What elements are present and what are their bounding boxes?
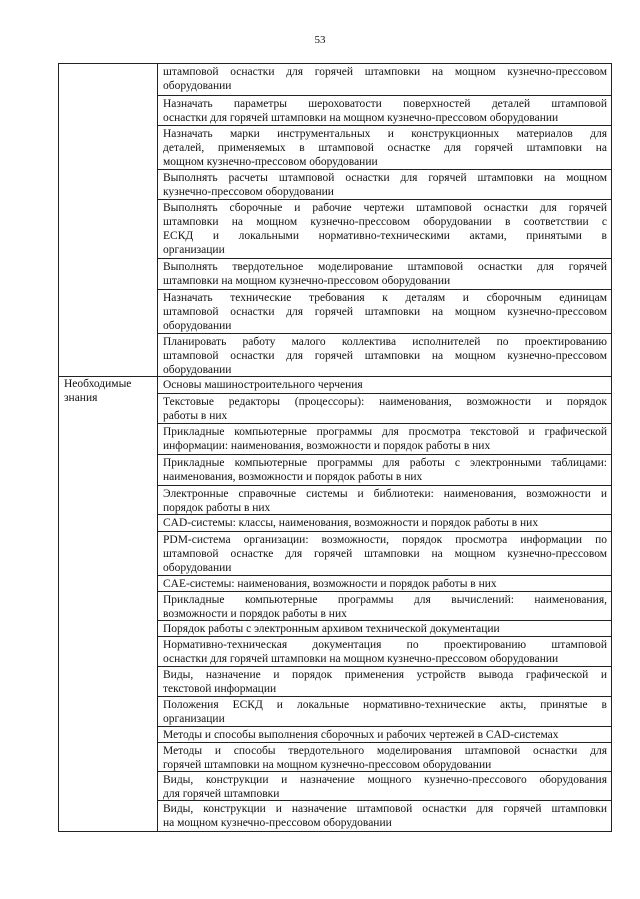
text-line: организации: [163, 713, 225, 725]
text-line: наименования, возможности и порядок работы в них: [163, 471, 423, 483]
text-line: Назначать параметры шероховатости поверхностей деталей штамповой: [163, 98, 607, 110]
text-line: текстовой информации: [163, 683, 277, 695]
skill-row: [163, 171, 607, 199]
row-divider: [157, 742, 612, 743]
knowledge-row: [163, 698, 607, 726]
row-divider: [157, 800, 612, 801]
text-line: Электронные справочные системы и библиотеки: наименования, возможности и: [163, 488, 607, 500]
row-divider: [157, 666, 612, 667]
text-line: горячей штамповки на мощном кузнечно-прессовом оборудовании: [163, 759, 492, 771]
knowledge-label-line: знания: [64, 392, 98, 404]
row-divider: [157, 454, 612, 455]
row-divider: [157, 333, 612, 334]
text-line: оборудовании: [163, 364, 232, 376]
text-line: CAD-системы: классы, наименования, возможности и порядок работы в них: [163, 517, 539, 529]
knowledge-row: [163, 487, 607, 515]
text-line: штамповки на мощном кузнечно-прессовом оборудовании: [163, 275, 451, 287]
skill-row: [163, 127, 607, 169]
knowledge-row: [163, 593, 607, 621]
row-divider: [157, 620, 612, 621]
row-divider: [157, 696, 612, 697]
text-line: штамповки на мощном кузнечно-прессовом оборудовании в соответствии с: [163, 216, 607, 228]
text-line: PDM-система организации: возможности, порядок просмотра информации по: [163, 534, 607, 546]
text-line: порядок работы в них: [163, 502, 271, 514]
row-divider: [157, 485, 612, 486]
row-divider: [157, 95, 612, 96]
row-divider: [157, 771, 612, 772]
text-line: ЕСКД и локальными нормативно-техническими актами, принятыми в: [163, 230, 607, 242]
row-divider: [157, 423, 612, 424]
row-divider: [157, 514, 612, 515]
skill-row: [163, 97, 607, 125]
text-line: Методы и способы твердотельного моделирования штамповой оснастки для: [163, 745, 607, 757]
text-line: Основы машиностроительного черчения: [163, 379, 363, 391]
text-line: оборудовании: [163, 80, 232, 92]
row-divider: [157, 125, 612, 126]
knowledge-row: [163, 638, 607, 666]
row-divider: [157, 726, 612, 727]
text-line: Планировать работу малого коллектива исполнителей по проектированию: [163, 336, 607, 348]
row-divider: [157, 289, 612, 290]
text-line: оснастки для горячей штамповки на мощном кузнечно-прессовом оборудовании: [163, 112, 559, 124]
page-number: 53: [314, 34, 326, 46]
text-line: Выполнять сборочные и рабочие чертежи штамповой оснастки для горячей: [163, 202, 607, 214]
section-divider: [58, 376, 612, 377]
skill-row: [163, 201, 607, 257]
row-divider: [157, 531, 612, 532]
row-divider: [157, 169, 612, 170]
knowledge-row: [163, 425, 607, 453]
row-divider: [157, 199, 612, 200]
text-line: Выполнять расчеты штамповой оснастки для горячей штамповки на мощном: [163, 172, 607, 184]
text-line: Назначать технические требования к деталям и сборочным единицам: [163, 292, 607, 304]
text-line: Прикладные компьютерные программы для вычислений: наименования,: [163, 594, 607, 606]
text-line: оборудовании: [163, 320, 232, 332]
skill-row: [163, 335, 607, 377]
column-divider: [157, 63, 158, 832]
knowledge-row: [163, 533, 607, 575]
knowledge-row: [163, 773, 607, 801]
knowledge-row: [163, 668, 607, 696]
text-line: возможности и порядок работы в них: [163, 608, 347, 620]
text-line: CAE-системы: наименования, возможности и порядок работы в них: [163, 578, 497, 590]
text-line: Положения ЕСКД и локальные нормативно-технические акты, принятые в: [163, 699, 607, 711]
skill-row: [163, 291, 607, 333]
text-line: Методы и способы выполнения сборочных и рабочих чертежей в CAD-системах: [163, 729, 559, 741]
text-line: организации: [163, 244, 225, 256]
knowledge-row: [163, 378, 607, 392]
text-line: Выполнять твердотельное моделирование штамповой оснастки для горячей: [163, 261, 607, 273]
text-line: информации: наименования, возможности и порядок работы в них: [163, 440, 491, 452]
row-divider: [157, 636, 612, 637]
text-line: Прикладные компьютерные программы для просмотра текстовой и графической: [163, 426, 607, 438]
text-line: штамповой оснастки для горячей штамповки на мощном кузнечно-прессовом: [163, 350, 607, 362]
text-line: деталей, применяемых в штамповой оснастке для горячей штамповки на: [163, 142, 607, 154]
knowledge-row: [163, 802, 607, 830]
knowledge-row: [163, 577, 607, 591]
skill-row: [163, 65, 607, 93]
knowledge-row: [163, 744, 607, 772]
text-line: для горячей штамповки: [163, 788, 280, 800]
knowledge-row: [163, 395, 607, 423]
knowledge-row: [163, 456, 607, 484]
text-line: Назначать марки инструментальных и конструкционных материалов для: [163, 128, 607, 140]
skill-row: [163, 260, 607, 288]
knowledge-label-line: Необходимые: [64, 378, 132, 390]
knowledge-row: [163, 622, 607, 636]
row-divider: [157, 258, 612, 259]
text-line: штамповой оснастки для горячей штамповки на мощном кузнечно-прессовом: [163, 66, 607, 78]
text-line: оснастки для горячей штамповки на мощном кузнечно-прессовом оборудовании: [163, 653, 559, 665]
row-divider: [157, 575, 612, 576]
text-line: работы в них: [163, 410, 228, 422]
text-line: Нормативно-техническая документация по проектированию штамповой: [163, 639, 607, 651]
text-line: кузнечно-прессовом оборудовании: [163, 186, 334, 198]
text-line: Виды, конструкции и назначение штамповой оснастки для горячей штамповки: [163, 803, 607, 815]
row-divider: [157, 591, 612, 592]
text-line: мощном кузнечно-прессовом оборудовании: [163, 156, 378, 168]
knowledge-row: [163, 516, 607, 530]
text-line: штамповой оснастке для горячей штамповки на мощном кузнечно-прессовом: [163, 548, 607, 560]
text-line: Порядок работы с электронным архивом технической документации: [163, 623, 500, 635]
text-line: штамповой оснастки для горячей штамповки на мощном кузнечно-прессовом: [163, 306, 607, 318]
text-line: Текстовые редакторы (процессоры): наименования, возможности и порядок: [163, 396, 607, 408]
knowledge-row: [163, 728, 607, 742]
text-line: Прикладные компьютерные программы для работы с электронными таблицами:: [163, 457, 607, 469]
text-line: оборудовании: [163, 562, 232, 574]
text-line: на мощном кузнечно-прессовом оборудовании: [163, 817, 392, 829]
row-divider: [157, 393, 612, 394]
text-line: Виды, назначение и порядок применения устройств вывода графической и: [163, 669, 607, 681]
knowledge-label: [64, 377, 131, 405]
text-line: Виды, конструкции и назначение мощного кузнечно-прессового оборудования: [163, 774, 607, 786]
